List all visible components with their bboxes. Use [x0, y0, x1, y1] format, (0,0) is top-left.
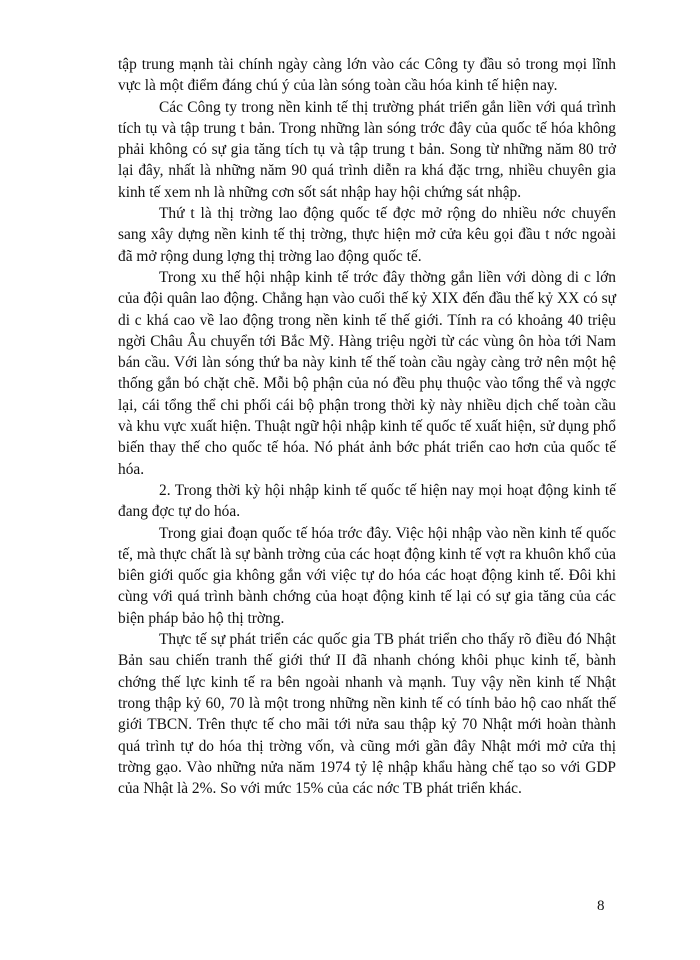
- paragraph: tập trung mạnh tài chính ngày càng lớn vào các Công ty đầu sỏ trong mọi lĩnh vực là một điểm đáng chú ý của làn sóng toàn cầu hóa kinh tế hiện nay.: [118, 56, 616, 95]
- paragraph: Thực tế sự phát triển các quốc gia TB phát triển cho thấy rõ điều đó Nhật Bản sau chiến tranh thế giới thứ II đã nhanh chóng khôi phục kinh tế, bành chớng thế lực kinh tế ra bên ngoài nhanh và mạnh. Tuy vậy nền kinh tế Nhật trong thập kỷ 60, 70 là một trong những nền kinh tế có tính bảo hộ cao nhất thế giới TBCN. Trên thực tế cho mãi tới nửa sau thập kỷ 70 Nhật mới hoàn thành quá trình tự do hóa thị trờng vốn, và cũng mới gần đây Nhật mới mở cửa thị trờng gạo. Vào những nửa năm 1974 tỷ lệ nhập khẩu hàng chế tạo so với GDP của Nhật là 2%. So với mức 15% của các nớc TB phát triển khác.: [118, 631, 616, 798]
- paragraph: Trong giai đoạn quốc tế hóa trớc đây. Việc hội nhập vào nền kinh tế quốc tế, mà thực chất là sự bành trờng của các hoạt động kinh tế vợt ra khuôn khổ của biên giới quốc gia không gắn với việc tự do hóa các hoạt động kinh tế. Đôi khi cùng với quá trình bành chớng của hoạt động kinh tế lại có sự gia tăng của các biện pháp bảo hộ thị trờng.: [118, 524, 616, 627]
- paragraph: Thứ t là thị trờng lao động quốc tế đợc mở rộng do nhiều nớc chuyển sang xây dựng nền kinh tế thị trờng, thực hiện mở cửa kêu gọi đầu t nớc ngoài đã mở rộng dung lợng thị trờng lao động quốc tế.: [118, 205, 616, 265]
- paragraph: Các Công ty trong nền kinh tế thị trường phát triển gắn liền với quá trình tích tụ và tập trung t bản. Trong những làn sóng trớc đây của quốc tế hóa không phải không có sự gia tăng tích tụ và tập trung t bản. Song từ những năm 80 trở lại đây, nhất là những năm 90 quá trình diễn ra khá đặc trng, nhiều chuyên gia kinh tế xem nh là những cơn sốt sát nhập hay hội chứng sát nhập.: [118, 98, 616, 201]
- section-heading-paragraph: 2. Trong thời kỳ hội nhập kinh tế quốc tế hiện nay mọi hoạt động kinh tế đang đợc tự do hóa.: [118, 481, 616, 521]
- page-number: 8: [597, 898, 605, 914]
- paragraph: Trong xu thế hội nhập kinh tế trớc đây thờng gắn liền với dòng di c lớn của đội quân lao động. Chẳng hạn vào cuối thế kỷ XIX đến đầu thế kỷ XX có sự di c khá cao về lao động trong nền kinh tế thế giới. Tính ra có khoảng 40 triệu ngời Châu Âu chuyển tới Bắc Mỹ. Hàng triệu ngời từ các vùng ôn hòa tới Nam bán cầu. Với làn sóng thứ ba này kinh tế thế toàn cầu ngày càng trở nên một hệ thống gắn bó chặt chẽ. Mỗi bộ phận của nó đều phụ thuộc vào tổng thể và ngợc lại, cái tổng thể chi phối cái bộ phận trong thời kỳ này nhiều dịch chế toàn cầu và khu vực xuất hiện. Thuật ngữ hội nhập kinh tế quốc tế xuất hiện, sử dụng phổ biến thay thế cho quốc tế hóa. Nó phát ảnh bớc phát triển cao hơn của quốc tế hóa.: [118, 268, 616, 478]
- body-text: [118, 54, 616, 799]
